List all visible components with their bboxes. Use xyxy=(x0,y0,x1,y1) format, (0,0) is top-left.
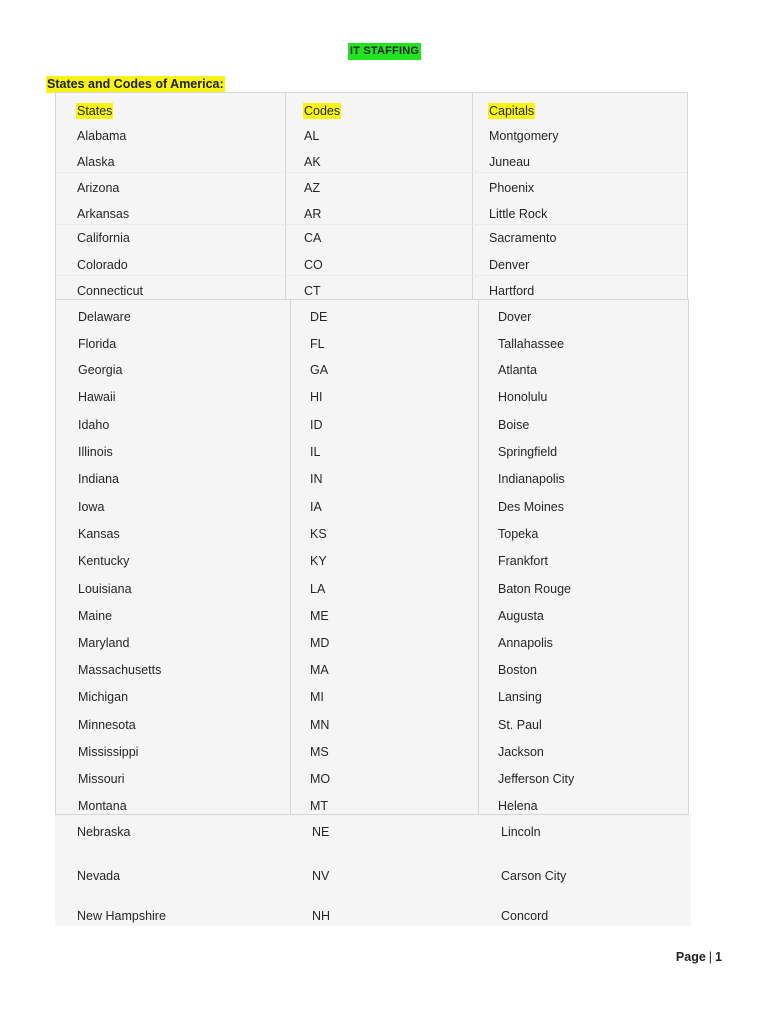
code-cell: AZ xyxy=(304,181,320,195)
code-cell: IN xyxy=(310,472,323,486)
capital-cell: Jefferson City xyxy=(498,772,575,786)
state-cell: Mississippi xyxy=(78,745,139,759)
page-separator: | xyxy=(708,950,713,964)
state-cell: Connecticut xyxy=(77,284,144,298)
capital-cell: Helena xyxy=(498,799,538,813)
capital-cell: Honolulu xyxy=(498,390,548,404)
code-cell: MI xyxy=(310,690,324,704)
code-cell: NH xyxy=(312,909,331,923)
code-cell: ME xyxy=(310,609,329,623)
state-cell: Hawaii xyxy=(78,390,116,404)
state-cell: Nebraska xyxy=(77,825,131,839)
code-cell: NV xyxy=(312,869,330,883)
state-cell: Maryland xyxy=(78,636,130,650)
column-header-capitals: Capitals xyxy=(489,104,535,118)
code-cell: IA xyxy=(310,500,322,514)
column-header-states: States xyxy=(77,104,113,118)
page-number: 1 xyxy=(715,950,722,964)
column-header-codes: Codes xyxy=(304,104,341,118)
code-cell: MO xyxy=(310,772,331,786)
capital-cell: Dover xyxy=(498,310,532,324)
state-cell: Minnesota xyxy=(78,718,136,732)
page-label: Page xyxy=(675,950,706,964)
state-cell: Alabama xyxy=(77,129,127,143)
state-cell: Florida xyxy=(78,337,117,351)
document-subtitle: States and Codes of America: xyxy=(47,77,224,91)
state-cell: Arizona xyxy=(77,181,120,195)
column-divider xyxy=(472,93,473,299)
capital-cell: Baton Rouge xyxy=(498,582,571,596)
state-cell: Arkansas xyxy=(77,207,130,221)
code-cell: MA xyxy=(310,663,329,677)
code-cell: AL xyxy=(304,129,320,143)
capital-cell: Indianapolis xyxy=(498,472,565,486)
state-cell: Idaho xyxy=(78,418,110,432)
code-cell: KY xyxy=(310,554,327,568)
state-cell: Louisiana xyxy=(78,582,132,596)
capital-cell: Augusta xyxy=(498,609,544,623)
capital-cell: Juneau xyxy=(489,155,531,169)
code-cell: NE xyxy=(312,825,330,839)
code-cell: GA xyxy=(310,363,329,377)
code-cell: AK xyxy=(304,155,321,169)
state-cell: Colorado xyxy=(77,258,128,272)
state-cell: Kentucky xyxy=(78,554,130,568)
capital-cell: Topeka xyxy=(498,527,539,541)
code-cell: ID xyxy=(310,418,323,432)
state-cell: Delaware xyxy=(78,310,131,324)
code-cell: MN xyxy=(310,718,330,732)
capital-cell: Des Moines xyxy=(498,500,564,514)
states-table-part-3 xyxy=(55,815,691,926)
states-table-part-2 xyxy=(55,299,689,815)
code-cell: LA xyxy=(310,582,326,596)
capital-cell: Denver xyxy=(489,258,530,272)
code-cell: IL xyxy=(310,445,321,459)
column-divider xyxy=(290,300,291,814)
capital-cell: Lansing xyxy=(498,690,542,704)
state-cell: Maine xyxy=(78,609,113,623)
capital-cell: Tallahassee xyxy=(498,337,565,351)
capital-cell: Hartford xyxy=(489,284,535,298)
code-cell: DE xyxy=(310,310,328,324)
capital-cell: St. Paul xyxy=(498,718,542,732)
code-cell: FL xyxy=(310,337,325,351)
code-cell: CT xyxy=(304,284,321,298)
column-divider xyxy=(285,93,286,299)
capital-cell: Lincoln xyxy=(501,825,541,839)
capital-cell: Concord xyxy=(501,909,549,923)
row-separator xyxy=(56,224,687,225)
state-cell: Indiana xyxy=(78,472,120,486)
row-separator xyxy=(56,275,687,276)
state-cell: Nevada xyxy=(77,869,121,883)
column-divider xyxy=(478,300,479,814)
state-cell: Massachusetts xyxy=(78,663,162,677)
page-footer xyxy=(676,949,722,965)
capital-cell: Springfield xyxy=(498,445,558,459)
capital-cell: Phoenix xyxy=(489,181,535,195)
capital-cell: Montgomery xyxy=(489,129,559,143)
row-separator xyxy=(56,172,687,173)
state-cell: Kansas xyxy=(78,527,120,541)
capital-cell: Little Rock xyxy=(489,207,548,221)
code-cell: MS xyxy=(310,745,329,759)
code-cell: KS xyxy=(310,527,327,541)
capital-cell: Sacramento xyxy=(489,231,557,245)
code-cell: AR xyxy=(304,207,322,221)
document-title: IT STAFFING xyxy=(348,43,421,60)
capital-cell: Boise xyxy=(498,418,530,432)
states-table-part-1 xyxy=(55,92,688,299)
state-cell: Missouri xyxy=(78,772,125,786)
state-cell: Illinois xyxy=(78,445,113,459)
state-cell: Georgia xyxy=(78,363,123,377)
capital-cell: Frankfort xyxy=(498,554,549,568)
code-cell: CO xyxy=(304,258,323,272)
state-cell: Iowa xyxy=(78,500,105,514)
state-cell: New Hampshire xyxy=(77,909,166,923)
capital-cell: Annapolis xyxy=(498,636,553,650)
capital-cell: Atlanta xyxy=(498,363,537,377)
code-cell: MD xyxy=(310,636,330,650)
capital-cell: Boston xyxy=(498,663,537,677)
code-cell: HI xyxy=(310,390,323,404)
state-cell: Montana xyxy=(78,799,127,813)
state-cell: California xyxy=(77,231,130,245)
code-cell: CA xyxy=(304,231,322,245)
state-cell: Michigan xyxy=(78,690,129,704)
state-cell: Alaska xyxy=(77,155,115,169)
code-cell: MT xyxy=(310,799,329,813)
capital-cell: Carson City xyxy=(501,869,567,883)
capital-cell: Jackson xyxy=(498,745,544,759)
